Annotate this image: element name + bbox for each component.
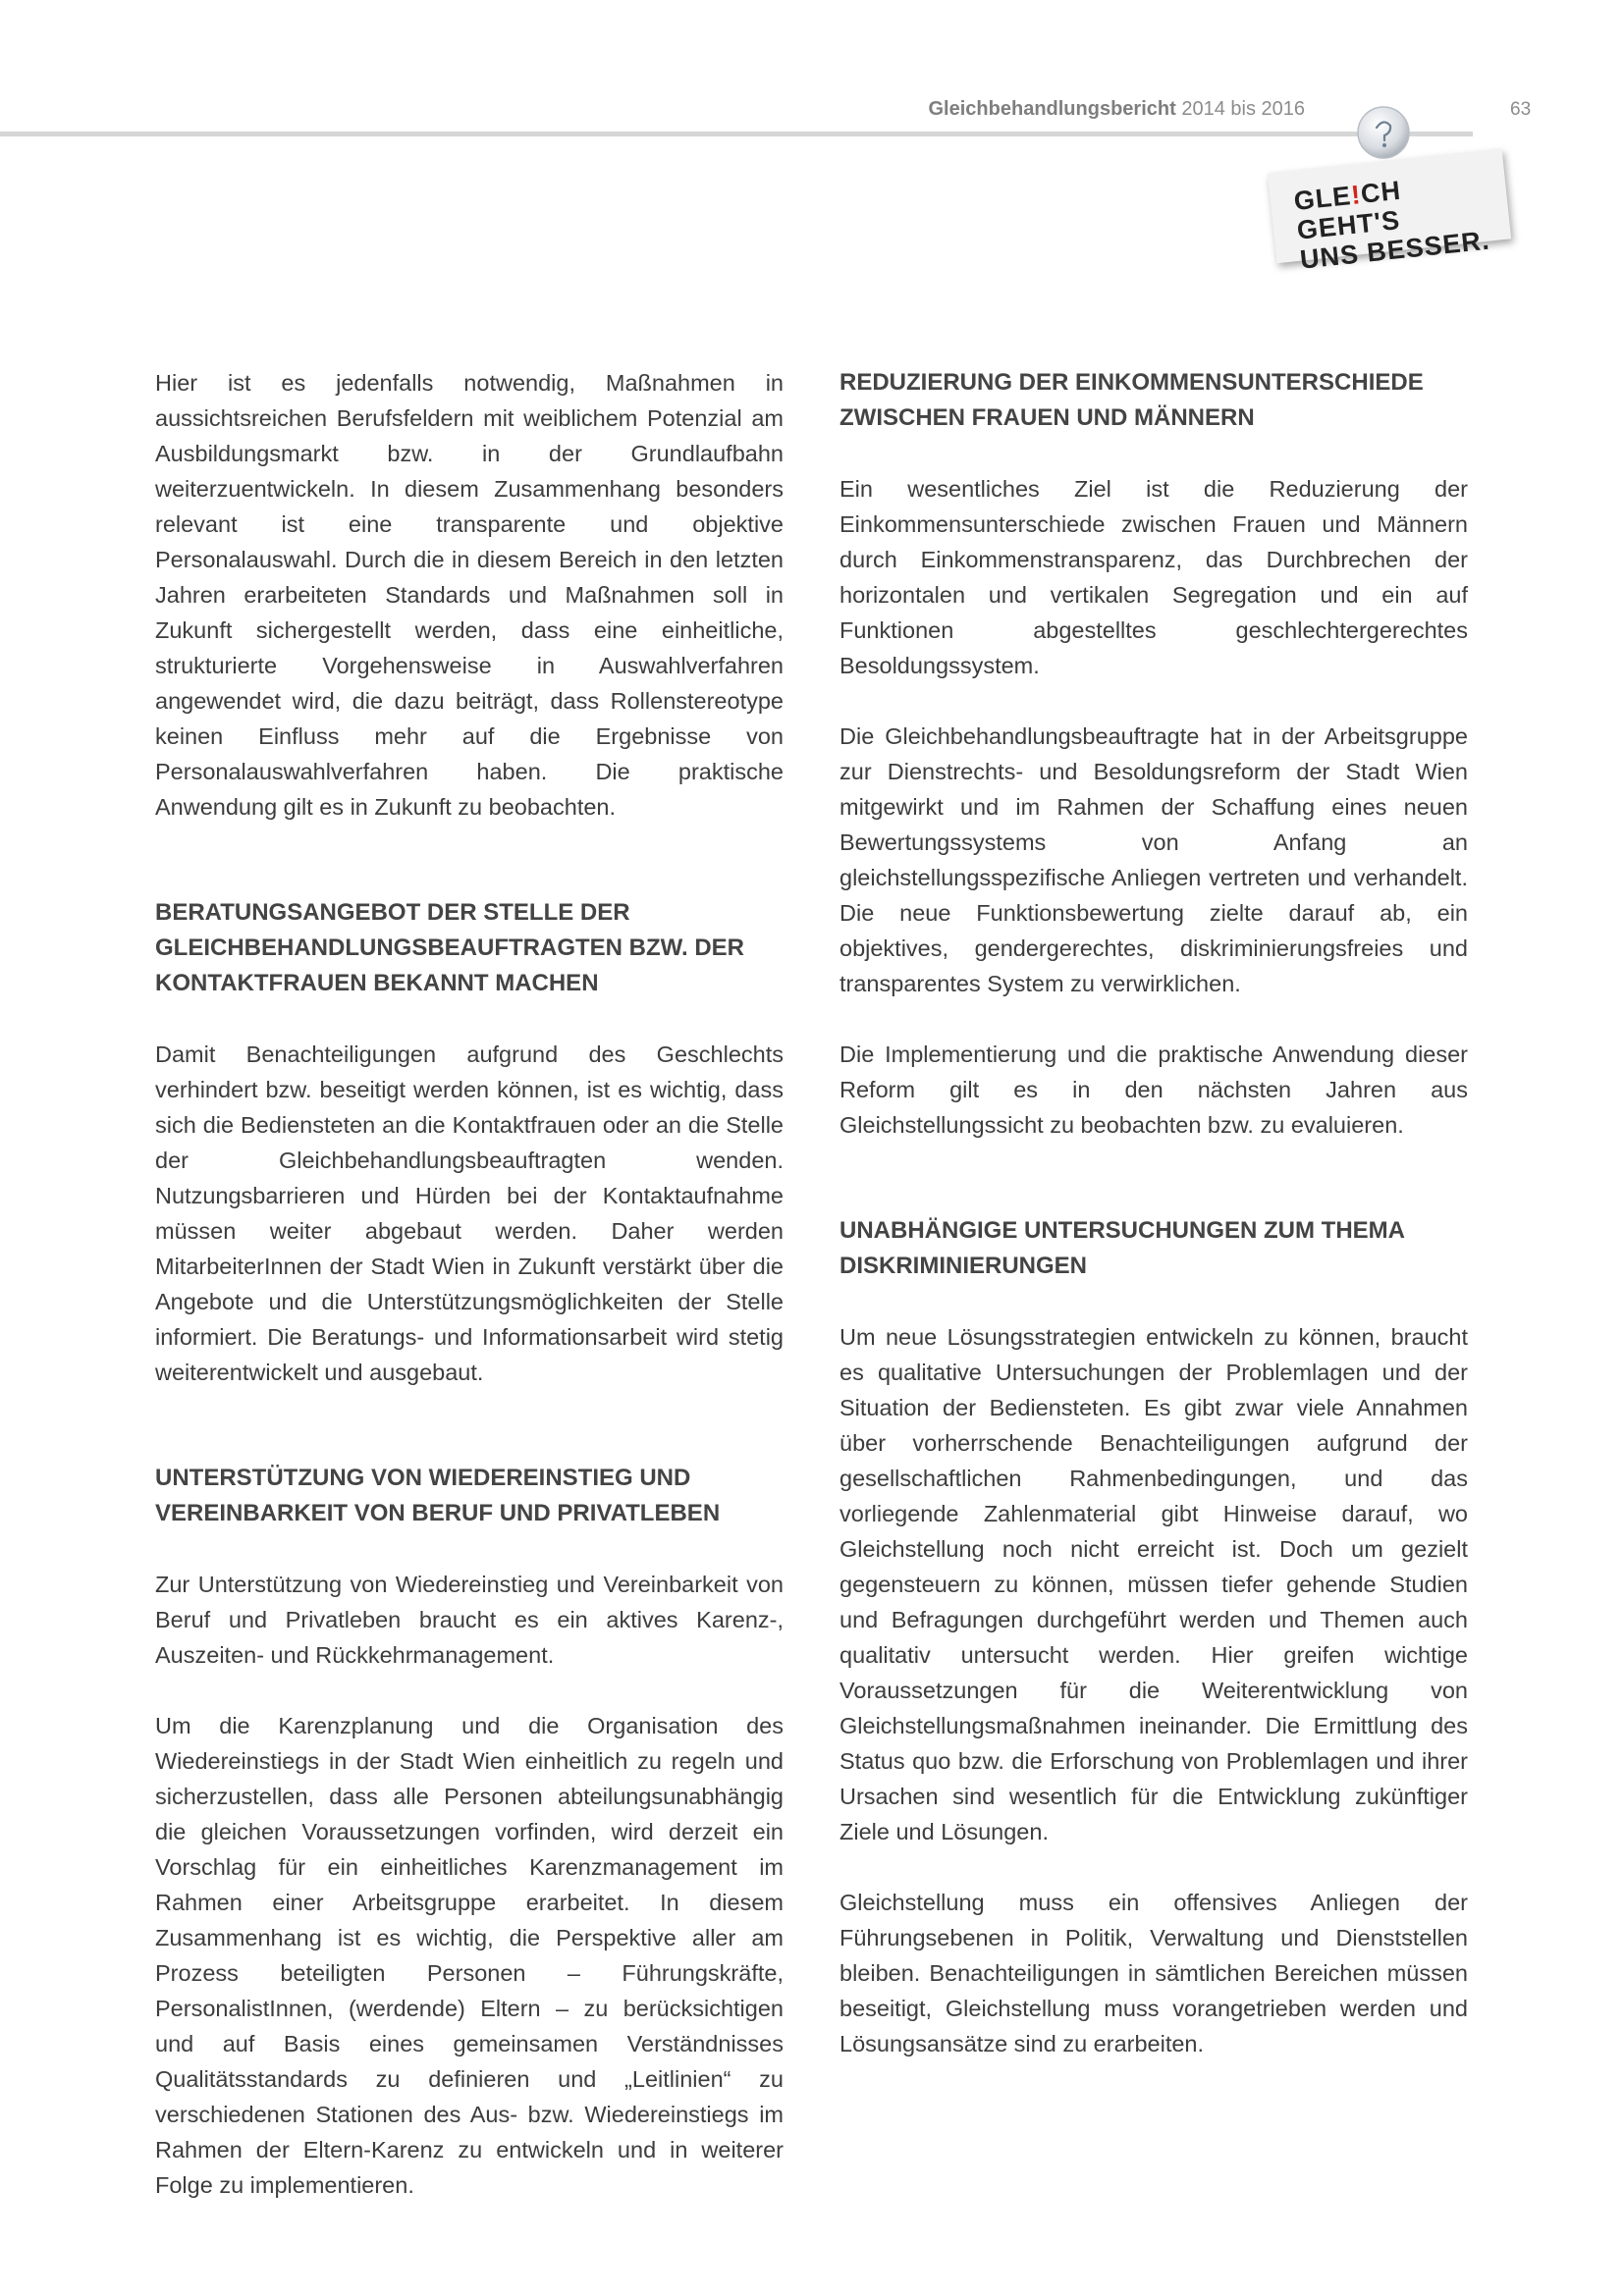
section-paragraph-wiedereinstieg-1: Zur Unterstützung von Wiedereinstieg und Vereinbarkeit von Beruf und Privatleben braucht es ein aktives Karenz-, Auszeiten- und Rückkehrmanagement. [155, 1572, 784, 1668]
section-paragraph-untersuchungen-1: Um neue Lösungsstrategien entwickeln zu können, braucht es qualitative Untersuchungen der Problemlagen und der Situation der Bediensteten. Es gibt zwar viele Annahmen über vorherrschende Benachteiligungen aufgrund der gesellschaftlichen Rahmenbedingungen, und das vorliegende Zahlenmaterial gibt Hinweise darauf, wo Gleichstellung noch nicht erreicht ist. Doch um gezielt gegensteuern zu können, müssen tiefer gehende Studien und Befragungen durchgeführt werden und Themen auch qualitativ untersucht werden. Hier greifen wichtige Voraussetzungen für die Weiterentwicklung von Gleichstellungsmaßnahmen ineinander. Die Ermittlung des Status quo bzw. die Erforschung von Problemlagen und ihrer Ursachen sind wesentlich für die Entwicklung zukünftiger Ziele und Lösungen. [839, 1324, 1468, 1844]
header-rule [0, 132, 1473, 136]
section-paragraph-wiedereinstieg-2: Um die Karenzplanung und die Organisation des Wiedereinstiegs in der Stadt Wien einheitlich zu regeln und sicherzustellen, dass alle Personen abteilungsunabhängig die gleichen Voraussetzungen vorfinden, wird derzeit ein Vorschlag für ein einheitliches Karenzmanagement im Rahmen einer Arbeitsgruppe erarbeitet. In diesem Zusammenhang ist es wichtig, die Perspektive aller am Prozess beteiligten Personen – Führungskräfte, PersonalistInnen, (werdende) Eltern – zu berücksichtigen und auf Basis eines gemeinsamen Verständnisses Qualitätsstandards zu definieren und „Leitlinien“ zu verschiedenen Stationen des Aus- bzw. Wiedereinstiegs im Rahmen der Eltern-Karenz zu entwickeln und in weiterer Folge zu implementieren. [155, 1713, 784, 2198]
right-column [839, 365, 1468, 2061]
section-heading-beratungsangebot: BERATUNGSANGEBOT DER STELLE DER GLEICHBEHANDLUNGSBEAUFTRAGTEN BZW. DER KONTAKTFRAUEN BEKANNT MACHEN [155, 899, 744, 996]
section-paragraph-untersuchungen-2: Gleichstellung muss ein offensives Anliegen der Führungsebenen in Politik, Verwaltung und Dienststellen bleiben. Benachteiligungen in sämtlichen Bereichen müssen beseitigt, Gleichstellung muss vorangetrieben werden und Lösungsansätze sind zu erarbeiten. [839, 1890, 1468, 2056]
section-paragraph-beratungsangebot: Damit Benachteiligungen aufgrund des Geschlechts verhindert bzw. beseitigt werden können, ist es wichtig, dass sich die Bediensteten an die Kontaktfrauen oder an die Stelle der Gleichbehandlungsbeauftragten wenden. Nutzungsbarrieren und Hürden bei der Kontaktaufnahme müssen weiter abgebaut werden. Daher werden MitarbeiterInnen der Stadt Wien in Zukunft verstärkt über die Angebote und die Unterstützungsmöglichkeiten der Stelle informiert. Die Beratungs- und Informationsarbeit wird stetig weiterentwickelt und ausgebaut. [155, 1041, 784, 1385]
slogan-sticker [1268, 149, 1511, 275]
report-title-years: 2014 bis 2016 [1175, 98, 1305, 120]
section-heading-einkommen: REDUZIERUNG DER EINKOMMENSUNTERSCHIEDE ZWISCHEN FRAUEN UND MÄNNERN [839, 369, 1424, 431]
pushpin-icon [1355, 104, 1412, 161]
intro-paragraph: Hier ist es jedenfalls notwendig, Maßnahmen in aussichtsreichen Berufsfeldern mit weiblichem Potenzial am Ausbildungsmarkt bzw. in der Grundlaufbahn weiterzuentwickeln. In diesem Zusammenhang besonders relevant ist eine transparente und objektive Personalauswahl. Durch die in diesem Bereich in den letzten Jahren erarbeiteten Standards und Maßnahmen soll in Zukunft sichergestellt werden, dass eine einheitliche, strukturierte Vorgehensweise in Auswahlverfahren angewendet wird, die dazu beiträgt, dass Rollenstereotype keinen Einfluss mehr auf die Ergebnisse von Personalauswahlverfahren haben. Die praktische Anwendung gilt es in Zukunft zu beobachten. [155, 370, 784, 820]
report-title [929, 98, 1306, 121]
slogan-part-2: CH GEHT'S UNS BESSER. [1295, 175, 1491, 275]
section-heading-wiedereinstieg: UNTERSTÜTZUNG VON WIEDEREINSTIEG UND VEREINBARKEIT VON BERUF UND PRIVATLEBEN [155, 1465, 721, 1526]
section-paragraph-einkommen-2: Die Gleichbehandlungsbeauftragte hat in der Arbeitsgruppe zur Dienstrechts- und Besoldungsreform der Stadt Wien mitgewirkt und im Rahmen der Schaffung eines neuen Bewertungssystems von Anfang an gleichstellungsspezifische Anliegen vertreten und verhandelt. Die neue Funktionsbewertung zielte darauf ab, ein objektives, gendergerechtes, diskriminierungsfreies und transparentes System zu verwirklichen. [839, 723, 1468, 996]
slogan-exclamation: ! [1349, 180, 1363, 210]
slogan-text [1292, 165, 1512, 275]
section-paragraph-einkommen-3: Die Implementierung und die praktische Anwendung dieser Reform gilt es in den nächsten Jahren aus Gleichstellungssicht zu beobachten bzw. zu evaluieren. [839, 1041, 1468, 1138]
section-paragraph-einkommen-1: Ein wesentliches Ziel ist die Reduzierung der Einkommensunterschiede zwischen Frauen und Männern durch Einkommenstransparenz, das Durchbrechen der horizontalen und vertikalen Segregation und ein auf Funktionen abgestelltes geschlechtergerechtes Besoldungssystem. [839, 476, 1468, 678]
page-number: 63 [1510, 99, 1532, 120]
slogan-part-1: GLE [1292, 181, 1353, 217]
section-heading-untersuchungen: UNABHÄNGIGE UNTERSUCHUNGEN ZUM THEMA DISKRIMINIERUNGEN [839, 1217, 1405, 1279]
report-title-bold: Gleichbehandlungsbericht [928, 98, 1176, 120]
left-column [155, 365, 784, 2203]
